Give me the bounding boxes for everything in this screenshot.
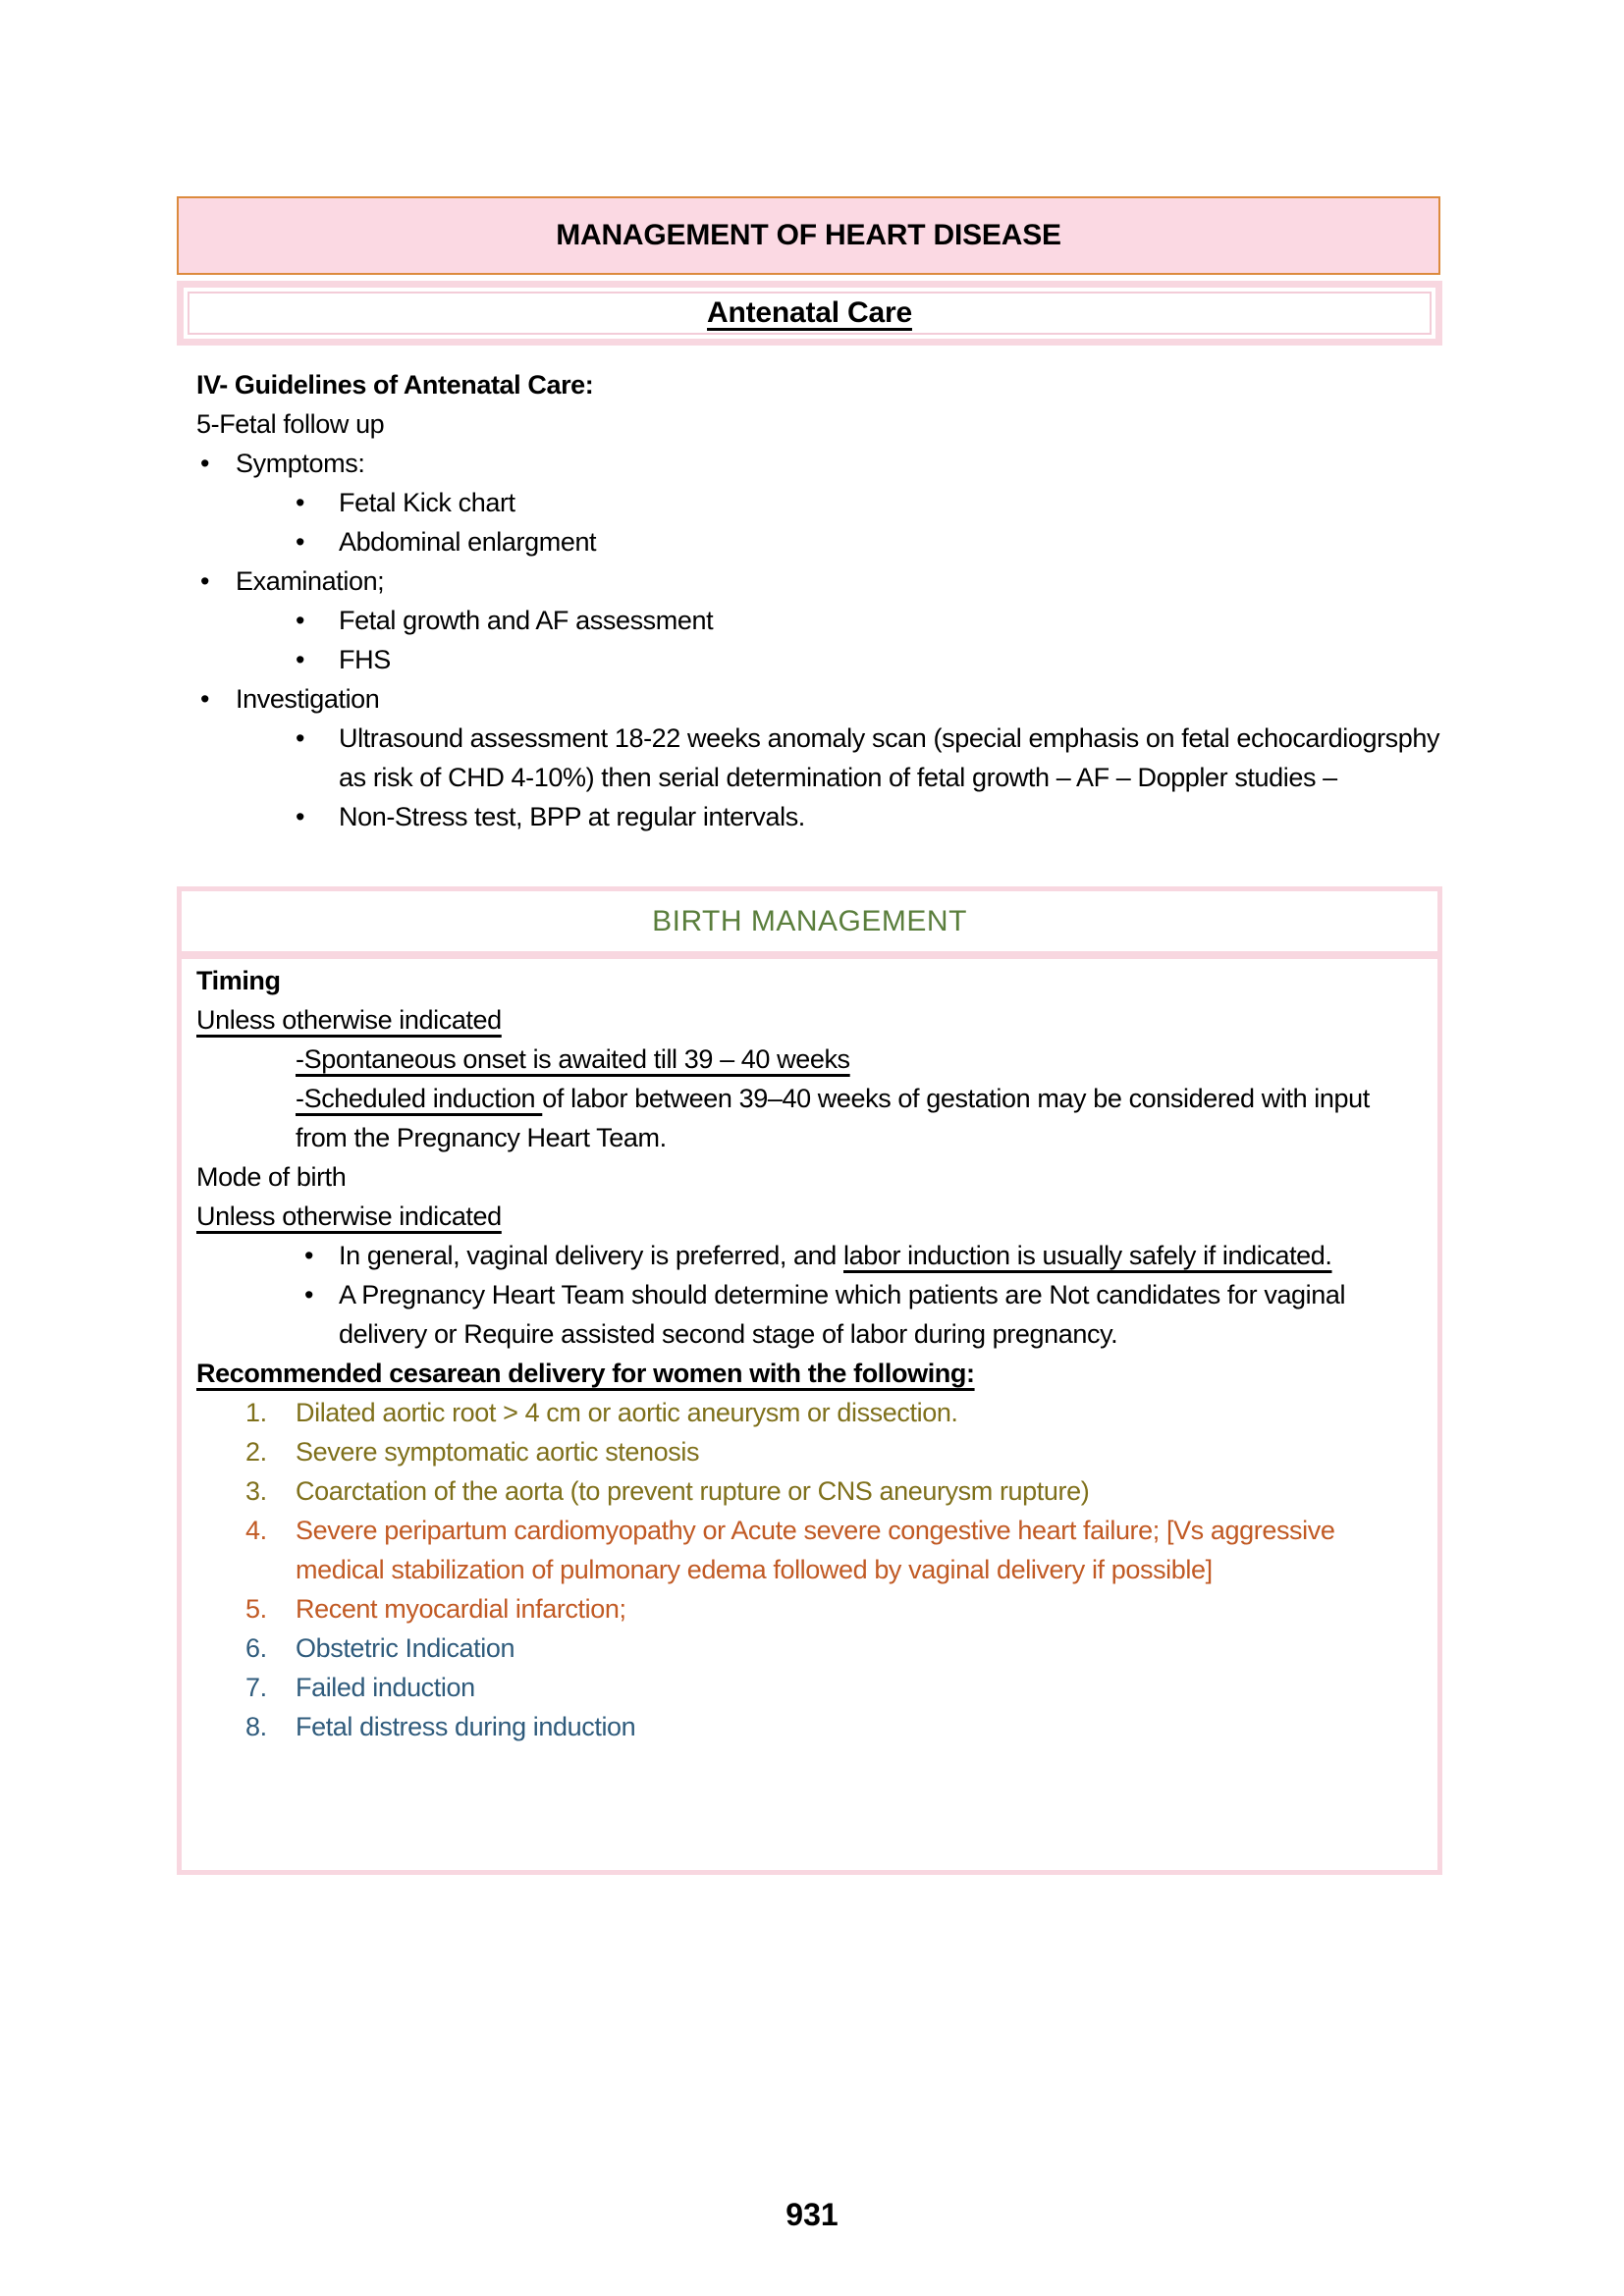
recommended-cesarean-heading: Recommended cesarean delivery for women with the following: — [196, 1359, 975, 1388]
list-item-investigation — [196, 679, 1458, 719]
bullet-icon: • — [296, 723, 305, 753]
item-number: 8. — [245, 1712, 267, 1741]
fetal-follow-up-heading: 5-Fetal follow up — [196, 409, 385, 439]
bullet-icon: • — [304, 1280, 314, 1309]
bullet-icon: • — [200, 449, 210, 478]
timing-heading: Timing — [196, 966, 281, 995]
cesarean-item — [196, 1393, 1418, 1432]
cesarean-item — [196, 1432, 1418, 1471]
item-text: Severe peripartum cardiomyopathy or Acute severe congestive heart failure; [Vs aggressive medical stabilization of pulmonary edema followed by vaginal delivery if possible] — [296, 1516, 1335, 1584]
item-text: Obstetric Indication — [296, 1633, 515, 1663]
bullet-icon: • — [200, 684, 210, 714]
list-item-pregnancy-heart-team — [196, 1275, 1418, 1354]
list-item-label: In general, vaginal delivery is preferred, and labor induction is usually safely if indicated. — [339, 1241, 1332, 1270]
item-number: 2. — [245, 1437, 267, 1467]
list-item-label: A Pregnancy Heart Team should determine which patients are Not candidates for vaginal delivery or Require assisted second stage of labor during pregnancy. — [339, 1280, 1346, 1349]
list-item-label: Symptoms: — [236, 449, 365, 478]
subtitle-box — [177, 281, 1442, 346]
scheduled-induction-line: -Scheduled induction of labor between 39–40 weeks of gestation may be considered with input from the Pregnancy Heart Team. — [296, 1084, 1370, 1152]
list-item-label: Fetal growth and AF assessment — [339, 606, 714, 635]
item-number: 5. — [245, 1594, 267, 1624]
birth-management-box — [177, 886, 1442, 1875]
list-item — [196, 797, 1458, 836]
guidelines-heading: IV- Guidelines of Antenatal Care: — [196, 370, 594, 400]
item-text: Recent myocardial infarction; — [296, 1594, 626, 1624]
item-text: Coarctation of the aorta (to prevent rupture or CNS aneurysm rupture) — [296, 1476, 1090, 1506]
item-number: 4. — [245, 1516, 267, 1545]
list-item-symptoms — [196, 444, 1458, 483]
list-item — [196, 522, 1458, 561]
section-subtitle: Antenatal Care — [707, 296, 912, 329]
main-title-box — [177, 196, 1440, 275]
bullet-icon: • — [296, 527, 305, 557]
item-number: 1. — [245, 1398, 267, 1427]
bullet-icon: • — [296, 645, 305, 674]
page-number: 931 — [785, 2197, 839, 2232]
list-item-vaginal-delivery — [196, 1236, 1418, 1275]
birth-management-title: BIRTH MANAGEMENT — [182, 891, 1437, 959]
cesarean-item — [196, 1471, 1418, 1511]
cesarean-item — [196, 1668, 1418, 1707]
bullet-icon: • — [296, 802, 305, 831]
list-item-label: Investigation — [236, 684, 380, 714]
item-text: Dilated aortic root > 4 cm or aortic aneurysm or dissection. — [296, 1398, 958, 1427]
item-text: Failed induction — [296, 1673, 475, 1702]
item-text: Fetal distress during induction — [296, 1712, 636, 1741]
item-text: Severe symptomatic aortic stenosis — [296, 1437, 700, 1467]
birth-management-body — [182, 959, 1437, 1746]
list-item-label: Examination; — [236, 566, 385, 596]
item-number: 3. — [245, 1476, 267, 1506]
unless-indicated-line: Unless otherwise indicated — [196, 1201, 502, 1231]
bullet-icon: • — [304, 1241, 314, 1270]
bullet-icon: • — [296, 488, 305, 517]
list-item — [196, 483, 1458, 522]
list-item-label: FHS — [339, 645, 391, 674]
list-item-examination — [196, 561, 1458, 601]
page-title: MANAGEMENT OF HEART DISEASE — [556, 219, 1061, 251]
antenatal-care-section — [196, 365, 1458, 836]
cesarean-item — [196, 1707, 1418, 1746]
mode-of-birth-heading: Mode of birth — [196, 1162, 347, 1192]
list-item — [196, 719, 1458, 797]
spontaneous-onset-line: -Spontaneous onset is awaited till 39 – 40 weeks — [296, 1044, 850, 1074]
bullet-icon: • — [296, 606, 305, 635]
list-item-label: Ultrasound assessment 18-22 weeks anomaly scan (special emphasis on fetal echocardiogrsphy as risk of CHD 4-10%) then serial determination of fetal growth – AF – Doppler studies – — [339, 723, 1440, 792]
unless-indicated-line: Unless otherwise indicated — [196, 1005, 502, 1035]
list-item — [196, 601, 1458, 640]
item-number: 7. — [245, 1673, 267, 1702]
cesarean-item — [196, 1589, 1418, 1629]
cesarean-item — [196, 1629, 1418, 1668]
list-item-label: Non-Stress test, BPP at regular intervals. — [339, 802, 805, 831]
list-item — [196, 640, 1458, 679]
cesarean-item — [196, 1511, 1418, 1589]
list-item-label: Abdominal enlargment — [339, 527, 597, 557]
bullet-icon: • — [200, 566, 210, 596]
list-item-label: Fetal Kick chart — [339, 488, 515, 517]
item-number: 6. — [245, 1633, 267, 1663]
